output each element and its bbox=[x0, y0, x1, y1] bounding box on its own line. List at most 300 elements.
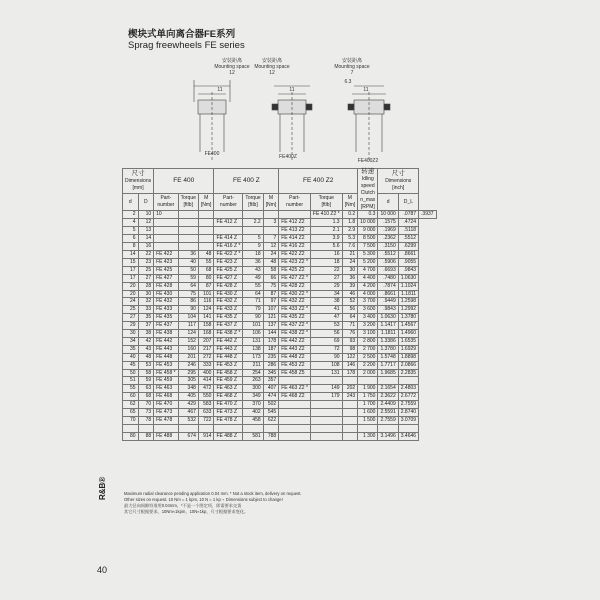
table-cell: 467 bbox=[178, 409, 198, 417]
table-cell: FE 468 bbox=[154, 393, 178, 401]
table-cell: 41 bbox=[310, 306, 342, 314]
table-cell: 3 bbox=[263, 219, 279, 227]
table-cell: 1 600 bbox=[358, 409, 378, 417]
table-cell: FE 423 Z bbox=[214, 258, 243, 266]
table-cell: 47 bbox=[310, 314, 342, 322]
table-cell: 1.3780 bbox=[398, 314, 418, 322]
table-row bbox=[123, 393, 437, 401]
table-cell: 254 bbox=[243, 369, 263, 377]
table-cell: FE 438 Z * bbox=[214, 330, 243, 338]
table-row bbox=[123, 345, 437, 353]
note-line-3: 最大径向间隙符准用0.04mm，*不是一个图定项，即需要求交货 bbox=[124, 503, 242, 508]
table-cell: FE 437 bbox=[154, 322, 178, 330]
table-cell bbox=[243, 227, 263, 235]
col-part-1: Part- number bbox=[154, 194, 178, 211]
table-cell: 2.2 bbox=[243, 219, 263, 227]
table-cell: 56 bbox=[342, 306, 358, 314]
table-cell: 1.3780 bbox=[378, 345, 398, 353]
table-row bbox=[123, 211, 437, 219]
table-row bbox=[123, 385, 437, 393]
table-row bbox=[123, 250, 437, 258]
table-cell: 16 bbox=[138, 243, 154, 251]
table-cell bbox=[198, 219, 214, 227]
table-cell: 30 bbox=[342, 266, 358, 274]
table-cell: 66 bbox=[263, 274, 279, 282]
table-cell: 75 bbox=[178, 290, 198, 298]
table-cell: .4724 bbox=[398, 219, 418, 227]
table-cell: 405 bbox=[178, 393, 198, 401]
table-cell bbox=[279, 424, 311, 432]
table-cell bbox=[279, 417, 311, 425]
table-cell: 25 bbox=[138, 266, 154, 274]
col-part-2: Part- number bbox=[214, 194, 243, 211]
table-cell: 1.2992 bbox=[398, 306, 418, 314]
table-cell: FE 438 bbox=[154, 330, 178, 338]
table-cell: .3937 bbox=[419, 211, 437, 219]
table-cell: 64 bbox=[243, 290, 263, 298]
table-cell: 50 bbox=[178, 266, 198, 274]
table-cell: 93 bbox=[342, 337, 358, 345]
table-cell: 2 700 bbox=[358, 345, 378, 353]
table-row bbox=[123, 353, 437, 361]
table-cell: 1.5748 bbox=[378, 353, 398, 361]
table-cell: FE 433 Z bbox=[214, 306, 243, 314]
table-cell: 124 bbox=[198, 306, 214, 314]
drawing3-inner-dim: 11 bbox=[363, 87, 369, 93]
drawing1-label: FE400 bbox=[204, 151, 220, 157]
table-cell bbox=[358, 424, 378, 432]
table-cell: 65 bbox=[123, 409, 139, 417]
table-cell: 1.3386 bbox=[378, 337, 398, 345]
table-cell: FE 448 bbox=[154, 353, 178, 361]
table-cell: 348 bbox=[178, 385, 198, 393]
table-cell: 101 bbox=[243, 322, 263, 330]
table-cell bbox=[214, 424, 243, 432]
table-row bbox=[123, 227, 437, 235]
table-cell: 1.1811 bbox=[398, 290, 418, 298]
table-cell: 2.7559 bbox=[378, 417, 398, 425]
table-cell: 622 bbox=[263, 417, 279, 425]
table-cell: 3.0709 bbox=[398, 417, 418, 425]
table-cell: FE 478 bbox=[154, 417, 178, 425]
table-cell: FE 453 Z bbox=[214, 361, 243, 369]
table-cell: 58 bbox=[263, 266, 279, 274]
col-torque-ftlb-2: Torque [ftlb] bbox=[243, 194, 263, 211]
table-cell: 1.9685 bbox=[378, 369, 398, 377]
table-cell bbox=[310, 424, 342, 432]
table-cell bbox=[154, 243, 178, 251]
table-cell: 345 bbox=[263, 369, 279, 377]
table-cell: 104 bbox=[178, 314, 198, 322]
table-cell: 43 bbox=[138, 345, 154, 353]
table-cell: FE 432 bbox=[154, 298, 178, 306]
table-cell: FE 442 bbox=[154, 337, 178, 345]
table-cell: 2.0866 bbox=[398, 361, 418, 369]
table-cell: FE 468 Z bbox=[214, 393, 243, 401]
table-cell: 400 bbox=[198, 369, 214, 377]
table-cell: FE 414 Z bbox=[214, 235, 243, 243]
table-cell: 36 bbox=[243, 258, 263, 266]
table-cell: 131 bbox=[243, 337, 263, 345]
table-cell: 1.8898 bbox=[398, 353, 418, 361]
table-cell bbox=[263, 424, 279, 432]
table-cell bbox=[263, 227, 279, 235]
table-cell: 117 bbox=[178, 322, 198, 330]
table-cell: 15 bbox=[123, 258, 139, 266]
table-cell: 2 000 bbox=[358, 369, 378, 377]
dim-mm-header: 尺寸 Dimensions [mm] bbox=[123, 169, 154, 194]
table-cell: FE 422 bbox=[154, 250, 178, 258]
table-cell: FE 458 * bbox=[154, 369, 178, 377]
page-number: 40 bbox=[97, 565, 108, 575]
table-cell: FE 443 bbox=[154, 345, 178, 353]
table-cell: 20 bbox=[123, 282, 139, 290]
table-cell: .1969 bbox=[378, 227, 398, 235]
table-cell: 2.3622 bbox=[378, 393, 398, 401]
table-cell: 3 200 bbox=[358, 322, 378, 330]
table-cell: 1.6535 bbox=[398, 337, 418, 345]
table-cell: FE 430 Z bbox=[214, 290, 243, 298]
table-cell bbox=[178, 424, 198, 432]
table-row bbox=[123, 322, 437, 330]
table-cell: 168 bbox=[198, 330, 214, 338]
table-row bbox=[123, 337, 437, 345]
table-cell: 1.4567 bbox=[398, 322, 418, 330]
table-cell: 152 bbox=[178, 337, 198, 345]
table-cell: 73 bbox=[138, 409, 154, 417]
table-cell: 9 bbox=[243, 243, 263, 251]
table-cell: 90 bbox=[243, 314, 263, 322]
table-cell: 550 bbox=[198, 393, 214, 401]
table-cell: 131 bbox=[310, 369, 342, 377]
table-cell: 12 bbox=[138, 219, 154, 227]
table-cell: 87 bbox=[263, 290, 279, 298]
table-cell: 116 bbox=[198, 298, 214, 306]
table-cell: 7.6 bbox=[342, 243, 358, 251]
brand-logo: R&B® bbox=[98, 476, 107, 500]
col-d: d bbox=[123, 194, 139, 211]
table-cell: FE 463 Z bbox=[214, 385, 243, 393]
table-cell: .5512 bbox=[398, 235, 418, 243]
table-cell: 97 bbox=[263, 298, 279, 306]
table-cell: 2.2835 bbox=[398, 369, 418, 377]
table-cell: 141 bbox=[198, 314, 214, 322]
table-cell: 2.1 bbox=[310, 227, 342, 235]
table-cell bbox=[178, 243, 198, 251]
table-row bbox=[123, 243, 437, 251]
table-cell: 674 bbox=[178, 432, 198, 440]
table-cell: FE 427 bbox=[154, 274, 178, 282]
table-cell: 45 bbox=[123, 361, 139, 369]
table-cell: 263 bbox=[243, 377, 263, 385]
title-english: Sprag freewheels FE series bbox=[128, 40, 245, 51]
table-cell: 27 bbox=[123, 314, 139, 322]
table-row bbox=[123, 409, 437, 417]
table-cell: 5 200 bbox=[358, 258, 378, 266]
table-cell: 3 700 bbox=[358, 298, 378, 306]
table-cell: 1.1417 bbox=[378, 322, 398, 330]
table-cell: FE 412 Z2 bbox=[279, 219, 311, 227]
table-row bbox=[123, 258, 437, 266]
table-cell: 60 bbox=[123, 393, 139, 401]
table-cell: .8661 bbox=[398, 250, 418, 258]
table-cell: FE 422 Z * bbox=[214, 250, 243, 258]
table-cell bbox=[279, 401, 311, 409]
table-cell: 474 bbox=[263, 393, 279, 401]
table-cell: 1.4960 bbox=[398, 330, 418, 338]
table-cell: FE 459 Z bbox=[214, 377, 243, 385]
table-cell: FE 433 Z2 * bbox=[279, 306, 311, 314]
table-cell: 22 bbox=[138, 250, 154, 258]
table-cell: FE 427 Z2 * bbox=[279, 274, 311, 282]
table-cell: 545 bbox=[263, 409, 279, 417]
table-cell: FE 435 Z bbox=[214, 314, 243, 322]
table-cell bbox=[378, 377, 398, 385]
table-row bbox=[123, 424, 437, 432]
table-cell: 7 bbox=[263, 235, 279, 243]
table-cell: 1 300 bbox=[358, 432, 378, 440]
table-cell bbox=[279, 409, 311, 417]
table-cell bbox=[342, 432, 358, 440]
table-cell: 29 bbox=[310, 282, 342, 290]
table-cell bbox=[310, 409, 342, 417]
table-cell bbox=[198, 424, 214, 432]
table-cell: .5118 bbox=[398, 227, 418, 235]
table-cell: 5 bbox=[243, 235, 263, 243]
table-cell bbox=[243, 424, 263, 432]
spec-table-body bbox=[123, 211, 437, 440]
table-cell: .9843 bbox=[378, 306, 398, 314]
table-cell: 18 bbox=[310, 258, 342, 266]
table-cell: 202 bbox=[342, 385, 358, 393]
table-cell bbox=[310, 432, 342, 440]
table-cell: .5906 bbox=[378, 258, 398, 266]
table-cell: 34 bbox=[310, 290, 342, 298]
speed-header: 转速 Idling speed Clutch n_max [RPM] bbox=[358, 169, 378, 211]
table-cell bbox=[214, 211, 243, 219]
table-cell: 9 000 bbox=[358, 227, 378, 235]
table-cell: .5512 bbox=[378, 250, 398, 258]
table-cell bbox=[342, 409, 358, 417]
table-cell: 71 bbox=[243, 298, 263, 306]
table-cell: 16 bbox=[310, 250, 342, 258]
table-cell: FE 443 Z bbox=[214, 345, 243, 353]
table-cell: 187 bbox=[263, 345, 279, 353]
table-cell: 68 bbox=[198, 266, 214, 274]
table-cell: FE 448 Z2 bbox=[279, 353, 311, 361]
table-cell: 3 400 bbox=[358, 314, 378, 322]
table-cell: 13 bbox=[138, 227, 154, 235]
table-cell bbox=[279, 432, 311, 440]
drawing2-space: 安装距离 Mounting space 12 bbox=[254, 58, 290, 76]
table-cell: .6299 bbox=[398, 243, 418, 251]
table-cell: 70 bbox=[123, 417, 139, 425]
table-cell: FE 425 Z bbox=[214, 266, 243, 274]
note-line-2: Other sizes on request. 10 Nm = 1 kpm, 10 N = 1 kp ∘ Dimensions subject to change! bbox=[124, 497, 283, 502]
table-cell: FE 428 Z bbox=[214, 282, 243, 290]
table-cell: FE 488 Z bbox=[214, 432, 243, 440]
table-cell: 217 bbox=[198, 345, 214, 353]
note-line-1: Maximum radial clearance pending application 0.04 mm. * Not a stock item, delivery on request. bbox=[124, 491, 302, 496]
table-cell: 1.0630 bbox=[398, 274, 418, 282]
table-cell: FE 423 Z2 * bbox=[279, 258, 311, 266]
table-row bbox=[123, 266, 437, 274]
table-cell: 25 bbox=[123, 306, 139, 314]
table-cell: FE 422 Z2 bbox=[279, 250, 311, 258]
table-row bbox=[123, 369, 437, 377]
table-cell: 502 bbox=[263, 401, 279, 409]
table-cell: 138 bbox=[243, 345, 263, 353]
table-cell: 107 bbox=[263, 306, 279, 314]
fe400z2-header: FE 400 Z2 bbox=[279, 169, 358, 194]
table-cell: 1 750 bbox=[358, 393, 378, 401]
table-cell bbox=[154, 424, 178, 432]
table-cell bbox=[178, 227, 198, 235]
table-cell: 458 bbox=[243, 417, 263, 425]
table-cell: 160 bbox=[178, 345, 198, 353]
table-cell: 1.0630 bbox=[378, 314, 398, 322]
table-cell: 79 bbox=[243, 306, 263, 314]
drawing3-label: FE400Z2 bbox=[357, 158, 379, 164]
note-line-4: 其它尺寸根据要求，10Nm≈1kpm，10N≈1kp，尺寸根据要求变化。 bbox=[124, 509, 249, 514]
table-cell: 5 bbox=[123, 227, 139, 235]
table-cell: 29 bbox=[123, 322, 139, 330]
table-cell: 243 bbox=[342, 393, 358, 401]
table-cell: 62 bbox=[123, 401, 139, 409]
table-row bbox=[123, 306, 437, 314]
table-cell: .2362 bbox=[378, 235, 398, 243]
table-cell: 38 bbox=[138, 330, 154, 338]
table-row bbox=[123, 401, 437, 409]
table-cell: 27 bbox=[310, 274, 342, 282]
table-cell: 32 bbox=[138, 298, 154, 306]
table-cell: 633 bbox=[198, 409, 214, 417]
table-cell: FE 463 Z2 * bbox=[279, 385, 311, 393]
table-cell: 1.8 bbox=[342, 219, 358, 227]
table-cell: 71 bbox=[342, 322, 358, 330]
spec-table bbox=[122, 168, 437, 441]
table-cell: FE 478 Z bbox=[214, 417, 243, 425]
table-cell: FE 438 Z2 * bbox=[279, 330, 311, 338]
table-cell: FE 442 Z2 bbox=[279, 337, 311, 345]
table-cell: 4 bbox=[123, 219, 139, 227]
col-torque-nm-1: M [Nm] bbox=[198, 194, 214, 211]
table-row bbox=[123, 290, 437, 298]
table-cell: .6693 bbox=[378, 266, 398, 274]
table-cell: 4 200 bbox=[358, 282, 378, 290]
table-cell: 532 bbox=[178, 417, 198, 425]
table-cell: FE 416 Z2 bbox=[279, 243, 311, 251]
table-cell: 10 000 bbox=[378, 211, 398, 219]
drawing3-side-dim: 6.3 bbox=[344, 79, 352, 85]
table-row bbox=[123, 219, 437, 227]
table-cell: 59 bbox=[138, 377, 154, 385]
table-cell bbox=[342, 424, 358, 432]
table-row bbox=[123, 298, 437, 306]
table-cell: 90 bbox=[310, 353, 342, 361]
table-cell: 2.5591 bbox=[378, 409, 398, 417]
table-cell: 178 bbox=[263, 337, 279, 345]
table-cell: 1 500 bbox=[358, 417, 378, 425]
table-cell: .0787 bbox=[398, 211, 418, 219]
table-cell: 10 bbox=[138, 211, 154, 219]
table-cell: 7 500 bbox=[358, 243, 378, 251]
table-cell: 27 bbox=[138, 274, 154, 282]
table-cell: 33 bbox=[138, 306, 154, 314]
table-cell: 10 bbox=[154, 211, 178, 219]
table-cell: 1.7717 bbox=[378, 361, 398, 369]
table-cell: 23 bbox=[138, 258, 154, 266]
table-cell bbox=[138, 424, 154, 432]
table-cell: FE 428 bbox=[154, 282, 178, 290]
table-cell: 56 bbox=[310, 330, 342, 338]
table-cell: 42 bbox=[138, 337, 154, 345]
table-cell: FE 468 Z2 bbox=[279, 393, 311, 401]
table-cell: 179 bbox=[310, 393, 342, 401]
table-cell bbox=[243, 211, 263, 219]
table-cell: FE 435 Z2 bbox=[279, 314, 311, 322]
table-cell: 4 400 bbox=[358, 274, 378, 282]
table-cell: 35 bbox=[138, 314, 154, 322]
table-cell: FE 453 Z2 bbox=[279, 361, 311, 369]
table-cell: 51 bbox=[123, 377, 139, 385]
table-cell: 124 bbox=[178, 330, 198, 338]
table-cell: 3.1496 bbox=[378, 432, 398, 440]
table-cell: 1.1024 bbox=[398, 282, 418, 290]
table-cell bbox=[198, 243, 214, 251]
table-cell bbox=[310, 401, 342, 409]
table-cell: 38 bbox=[310, 298, 342, 306]
table-cell bbox=[154, 219, 178, 227]
col-torque-ftlb-3: Torque [ftlb] bbox=[310, 194, 342, 211]
table-row bbox=[123, 235, 437, 243]
table-cell: 63 bbox=[138, 385, 154, 393]
table-cell: 581 bbox=[243, 432, 263, 440]
table-cell: 35 bbox=[123, 345, 139, 353]
table-cell: 402 bbox=[243, 409, 263, 417]
table-cell bbox=[342, 401, 358, 409]
table-cell bbox=[279, 377, 311, 385]
table-cell: 2.9 bbox=[342, 227, 358, 235]
table-cell bbox=[123, 424, 139, 432]
table-cell bbox=[178, 211, 198, 219]
table-cell: FE 448 Z bbox=[214, 353, 243, 361]
table-cell: FE 412 Z bbox=[214, 219, 243, 227]
table-cell: 1.6929 bbox=[398, 345, 418, 353]
table-cell: 158 bbox=[198, 322, 214, 330]
table-cell: 333 bbox=[198, 361, 214, 369]
table-cell: 2 500 bbox=[358, 353, 378, 361]
table-cell: .3150 bbox=[378, 243, 398, 251]
table-cell: 4 000 bbox=[358, 290, 378, 298]
table-cell: 178 bbox=[342, 369, 358, 377]
table-cell: 3 600 bbox=[358, 306, 378, 314]
table-cell bbox=[214, 227, 243, 235]
table-cell bbox=[198, 227, 214, 235]
table-cell bbox=[154, 227, 178, 235]
table-cell: 1.3 bbox=[310, 219, 342, 227]
table-cell: 90 bbox=[178, 306, 198, 314]
table-cell: FE 442 Z bbox=[214, 337, 243, 345]
title-chinese: 楔块式单向离合器FE系列 bbox=[128, 29, 236, 40]
table-cell: FE 458 Z bbox=[214, 369, 243, 377]
table-cell: 53 bbox=[138, 361, 154, 369]
col-dl: D bbox=[138, 194, 154, 211]
table-cell: 429 bbox=[178, 401, 198, 409]
drawing2-inner-dim: 11 bbox=[289, 87, 295, 93]
table-cell: 1.2598 bbox=[398, 298, 418, 306]
table-cell: 64 bbox=[178, 282, 198, 290]
